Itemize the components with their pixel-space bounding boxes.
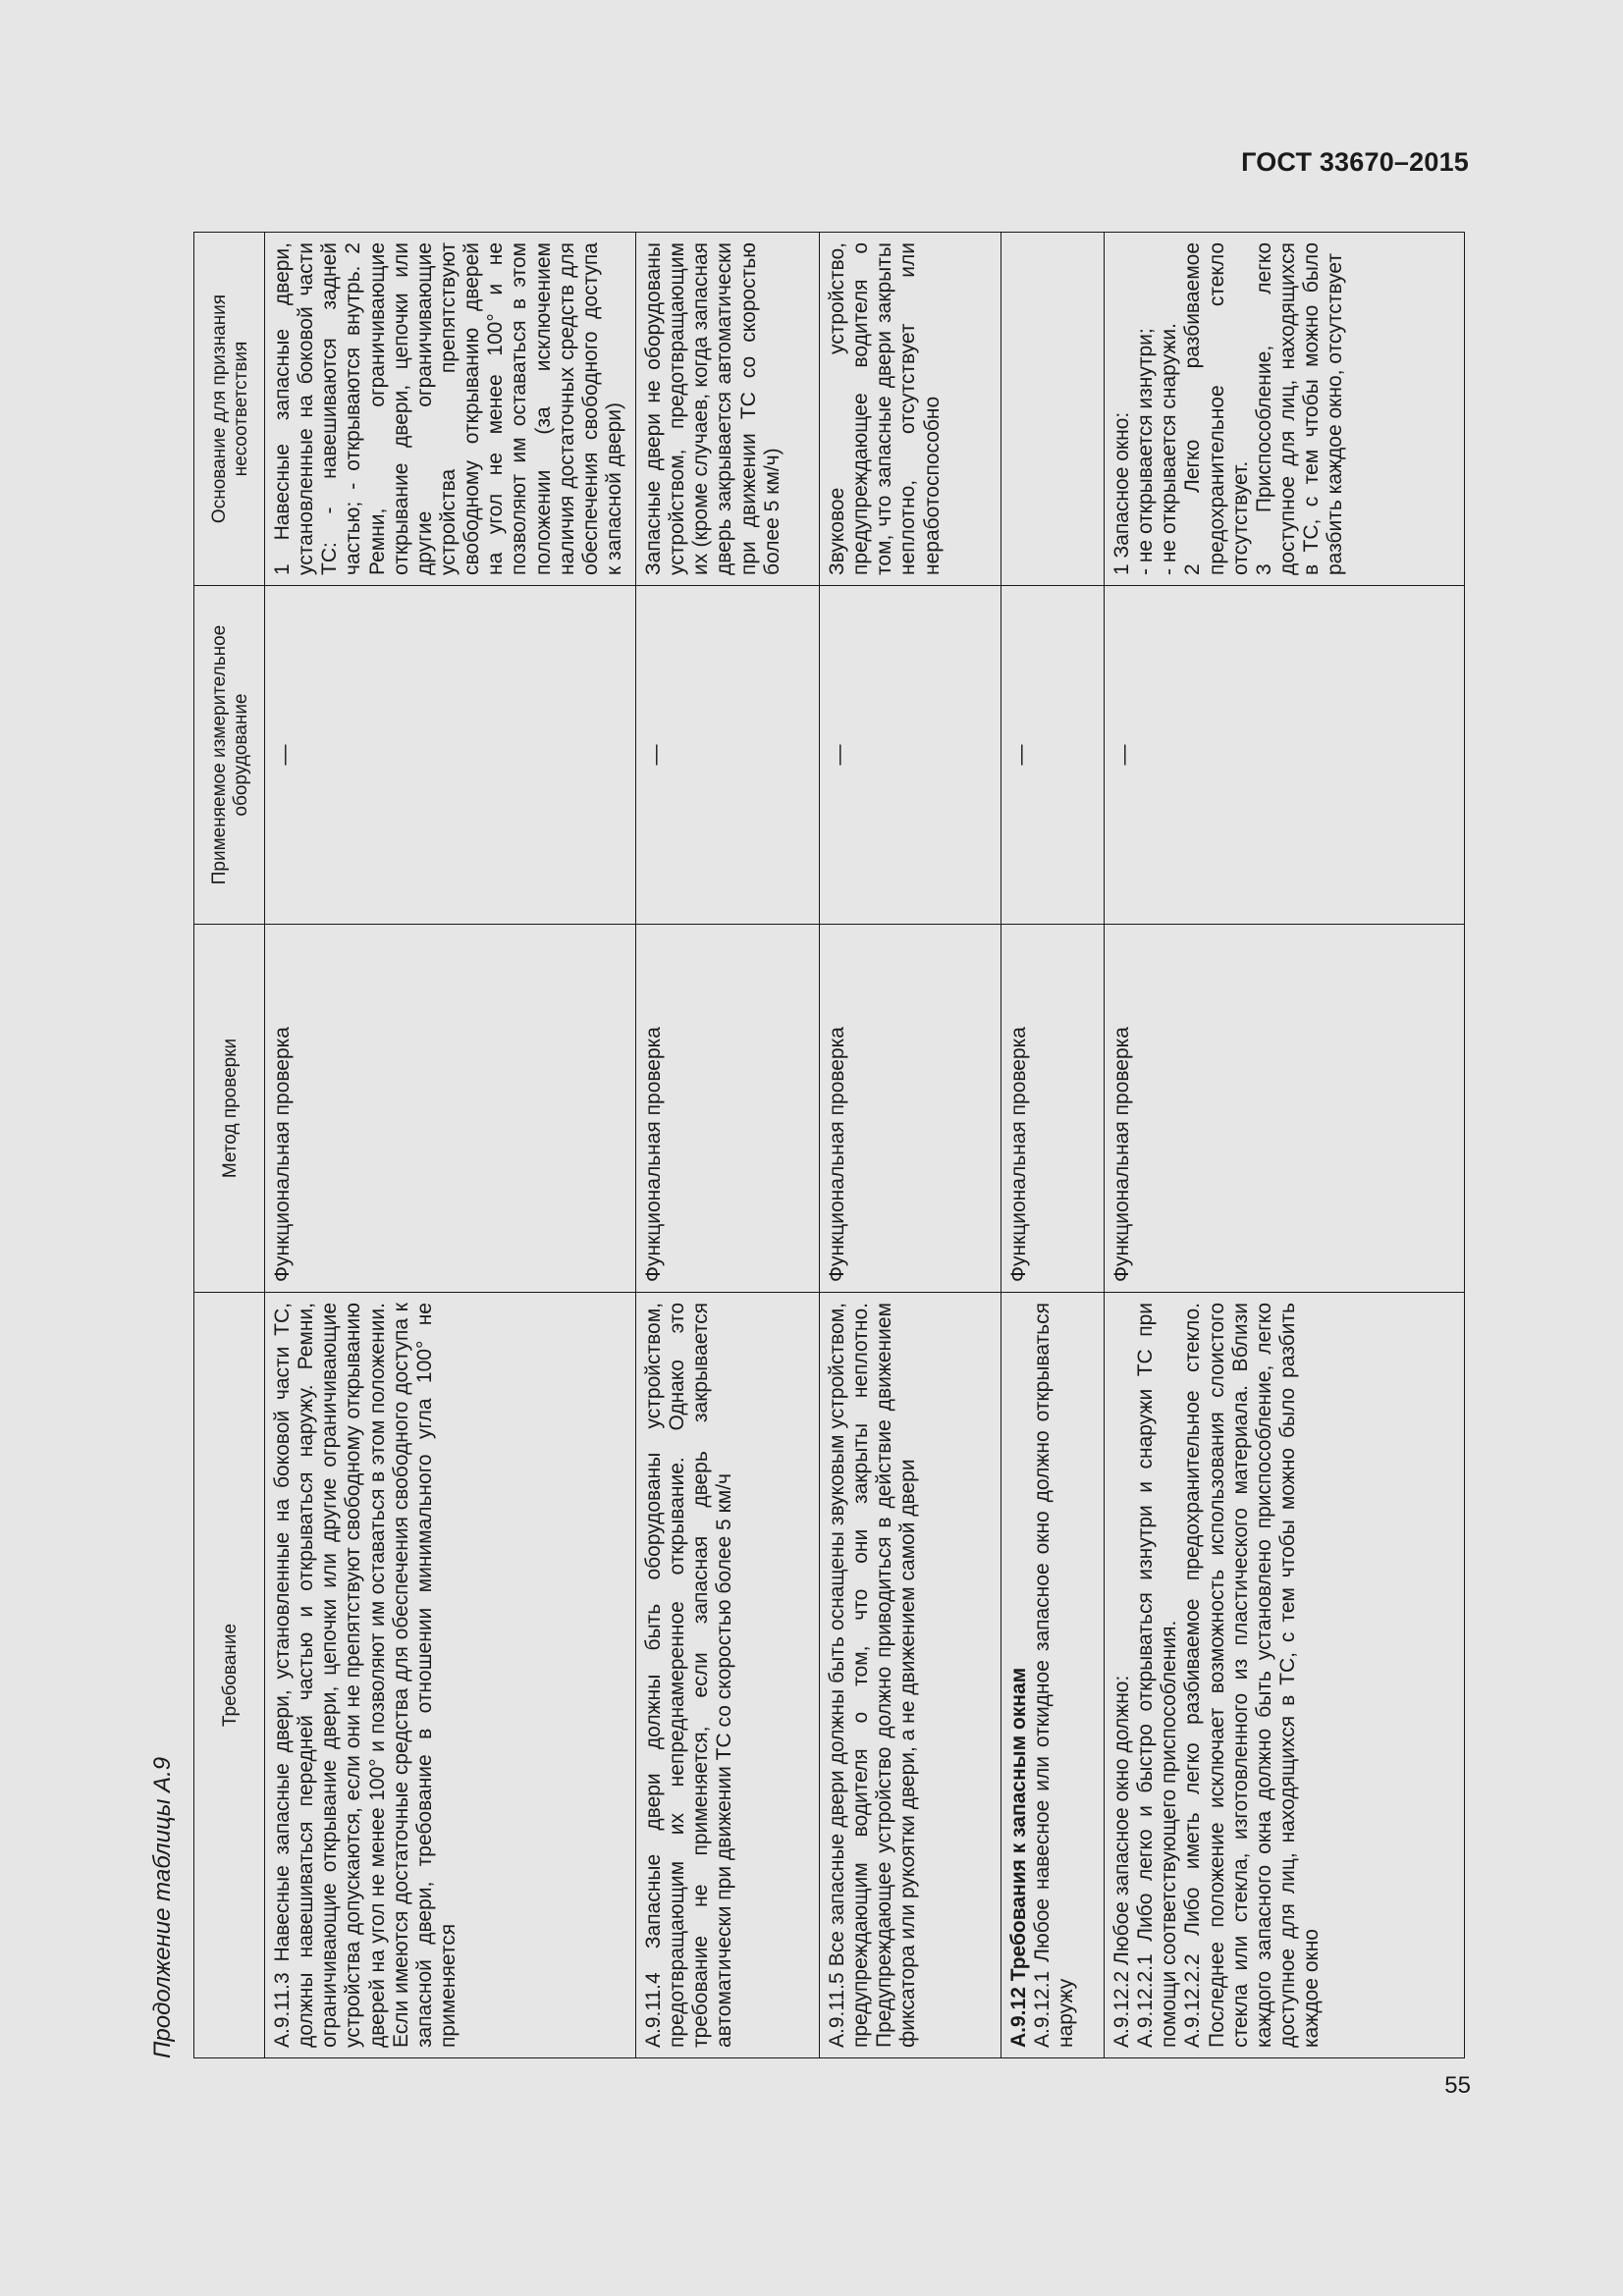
reason-line: - не открывается снаружи. — [1158, 323, 1181, 575]
reason-line: 3 Приспособление, легко доступное для лиц, находящихся в ТС, с тем чтобы можно было разбить каждое окно, отсутствует — [1252, 242, 1347, 575]
method-cell: Функциональная проверка — [1105, 925, 1465, 1293]
requirement-line: А.9.12.2 Любое запасное окно должно: — [1110, 1675, 1133, 2048]
reason-cell: Звуковое устройство, предупреждающее водителя о том, что запасные двери закрыты неплотно, отсутствует или неработоспособно — [820, 233, 1001, 586]
method-cell: Функциональная проверка — [265, 925, 636, 1293]
section-title: А.9.12 Требования к запасным окнам — [1007, 1667, 1030, 2048]
table-row — [1001, 233, 1105, 2058]
table-row — [1105, 233, 1465, 2058]
requirement-text: А.9.12.1 Любое навесное или откидное запасное окно должно открываться наружу — [1031, 1303, 1078, 2048]
reason-cell: 1 Навесные запасные двери, установленные на боковой части ТС: - навешиваются задней частью; - открываются внутрь. 2 Ремни, ограничивающие открывание двери, цепочки или другие ограничивающие устройства препятствуют свободному открыванию дверей на угол не менее 100° и не позволяют им оставаться в этом положении (за исключением наличия достаточных средств для обеспечения свободного доступа к запасной двери) — [265, 233, 636, 586]
requirement-line: А.9.12.2.2 Либо иметь легко разбиваемое предохранительное стекло. Последнее положение исключает возможность использования слоистого стекла или стекла, изготовленного из пластического материала. Вблизи каждого запасного окна должно быть установлено приспособление, легко доступное для лиц, находящихся в ТС, с тем чтобы можно было разбить каждое окно — [1181, 1303, 1324, 2048]
table-header-row — [194, 233, 265, 2058]
requirements-table — [193, 232, 1465, 2058]
table-caption: Продолжение таблицы А.9 — [149, 1756, 176, 2058]
method-cell: Функциональная проверка — [636, 925, 820, 1293]
reason-line: 1 Запасное окно: — [1110, 411, 1133, 575]
table-row — [265, 233, 636, 2058]
method-cell: Функциональная проверка — [820, 925, 1001, 1293]
equipment-cell: — — [820, 586, 1001, 925]
requirement-cell: А.9.11.3 Навесные запасные двери, установленные на боковой части ТС, должны навешиваться передней частью и открываться наружу. Ремни, ограничивающие открывание двери, цепочки или другие ограничивающие устройства допускаются, если они не препятствуют свободному открыванию дверей на угол не менее 100° и позволяют им оставаться в этом положении. Если имеются достаточные средства для обеспечения свободного доступа к запасной двери, требование в отношении минимального угла 100° не применяется — [265, 1293, 636, 2058]
reason-line: 2 Легко разбиваемое предохранительное стекло отсутствует. — [1181, 242, 1252, 575]
table-row — [820, 233, 1001, 2058]
reason-cell — [1001, 233, 1105, 586]
requirement-cell: А.9.11.4 Запасные двери должны быть оборудованы устройством, предотвращающим их непреднамеренное открывание. Однако это требование не применяется, если запасная дверь закрывается автоматически при движении ТС со скоростью более 5 км/ч — [636, 1293, 820, 2058]
header-method: Метод проверки — [194, 925, 265, 1293]
reason-cell — [1105, 233, 1465, 586]
table-row — [636, 233, 820, 2058]
header-requirement: Требование — [194, 1293, 265, 2058]
requirement-cell — [1001, 1293, 1105, 2058]
equipment-cell: — — [636, 586, 820, 925]
method-cell: Функциональная проверка — [1001, 925, 1105, 1293]
requirement-line: А.9.12.2.1 Либо легко и быстро открываться изнутри и снаружи ТС при помощи соответствующего приспособления. — [1134, 1303, 1181, 2048]
requirement-cell — [1105, 1293, 1465, 2058]
document-code: ГОСТ 33670–2015 — [1241, 147, 1469, 177]
reason-line: - не открывается изнутри; — [1134, 328, 1158, 575]
equipment-cell: — — [1001, 586, 1105, 925]
header-reason: Основание для признания несоответствия — [194, 233, 265, 586]
equipment-cell: — — [265, 586, 636, 925]
equipment-cell: — — [1105, 586, 1465, 925]
header-equipment: Применяемое измерительное оборудование — [194, 586, 265, 925]
rotated-table-block — [149, 223, 1480, 2058]
requirement-cell: А.9.11.5 Все запасные двери должны быть оснащены звуковым устройством, предупреждающим водителя о том, что они закрыты неплотно. Предупреждающее устройство должно приводиться в действие движением фиксатора или рукоятки двери, а не движением самой двери — [820, 1293, 1001, 2058]
reason-cell: Запасные двери не оборудованы устройством, предотвращающим их (кроме случаев, когда запасная дверь закрывается автоматически при движении ТС со скоростью более 5 км/ч) — [636, 233, 820, 586]
page-number: 55 — [1444, 2072, 1471, 2099]
